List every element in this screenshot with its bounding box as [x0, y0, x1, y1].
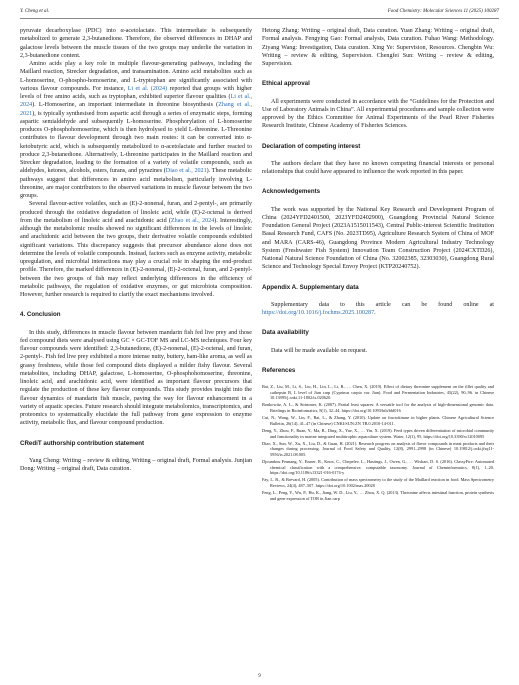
section-heading-conclusion: 4. Conclusion	[20, 311, 61, 319]
right-column	[262, 27, 494, 503]
paragraph-volatiles: Several flavour-active volatiles, such as (E)-2-nonenal, furan, and 2-pentyl-, are primarily produced through the oxidative degradation of linoleic acid, while (E)-2-octenal is derived from the metabolism of linoleic acid and arachidonic acid (Zhao et al., 2024). Interestingly, although the metabolomic results showed no significant differences in the levels of linoleic and arachidonic acid between the two groups, their derivative volatile compounds exhibited significant variations. This discrepancy suggests that precursor abundance alone does not determine the levels of volatile compounds. Instead, factors such as enzyme activity, metabolic upregulation, and microbial interactions may play a crucial role in shaping the end-product profile. Therefore, the marked differences in (E)-2-nonenal, (E)-2-octenal, furan, and 2-pentyl- between the two groups of fish may reflect underlying differences in the efficiency of metabolic pathways, the regulation of oxidative enzymes, or gut microbiota composition. However, further research is required to clarify the exact mechanisms involved.	[20, 201, 252, 298]
section-heading-acknowledgements: Acknowledgements	[262, 188, 321, 196]
section-heading-appendix: Appendix A. Supplementary data	[262, 283, 359, 291]
paragraph-competing: The authors declare that they have no known competing financial interests or personal relationships that could have appeared to influence the work reported in this paper.	[262, 160, 494, 175]
paragraph: pyruvate decarboxylase (PDC) into α-acetolactate. This intermediate is subsequently metabolized to generate 2,3-butanedione. Therefore, the observed differences in DHAP and galactose levels between the muscle tissues of the two groups may underlie the variation in 2,3-butanedione content.	[20, 28, 252, 59]
section-heading-credit: CRediT authorship contribution statement	[20, 439, 145, 447]
citation-link[interactable]: Zhao et al., 2024	[170, 217, 215, 224]
paragraph-ethical: All experiments were conducted in accordance with the “Guidelines for the Protection and Use of Laboratory Animals in China”. All experimental procedures and sample collection were approved by the Ethics Committee for Animal Experiments of the Pearl River Fisheries Research Institute, Chinese Academy of Fisheries Sciences.	[262, 98, 494, 130]
supplementary-doi-link[interactable]: https://doi.org/10.1016/j.fochms.2025.100287	[262, 310, 375, 316]
section-heading-data-availability: Data availability	[262, 329, 309, 337]
reference-item: Fay, L. B., & Brevard, H. (2005). Contribution of mass spectrometry to the study of the Maillard reaction in food. Mass Spectrometry Reviews, 24(4), 487–507. https://doi.org/10.1002/mas.20028	[262, 477, 494, 489]
citation-link[interactable]: Li et al., 2024	[20, 94, 253, 109]
header-journal: Food Chemistry: Molecular Sciences 11 (2025) 100287	[387, 9, 499, 14]
reference-item: Diao, X., Sun, W., Xu, X., Liu, D., & Guan, H. (2021). Research progress on analysis of flavor compounds in meat products and their changes during processing. Journal of Food Safety and Quality, 12(8), 2991–2998 (in Chinese) 10.19812/j.cnki.jfsq11-5956/ts.2021.08.005.	[262, 440, 494, 457]
section-heading-competing: Declaration of competing interest	[262, 142, 361, 150]
paragraph-credit-continued: Hetong Zhang: Writing – original draft, Data curation. Yuan Zhang: Writing – original draft, Formal analysis. Fengying Gao: Formal analysis, Data curation. Fuhao Wang: Methodology. Ziyang Wang: Investigation, Data curation. Xing Ye: Supervision, Resources. Chengbin Wu: Writing – review & editing, Supervision. Chengfei Sun: Writing – review & editing, Supervision.	[262, 28, 494, 67]
running-header	[20, 6, 499, 19]
header-authors: Y. Cheng et al.	[20, 9, 50, 14]
reference-item: Bai, Z., Liu, M., Li, S., Liu, H., Lin, L., Li, R., … Chen, X. (2019). Effect of dietary threonine supplement on the fillet quality and cathepsin B, L level of Jian carp (Cyprinus carpio var. Jian). Food and Fermentation Industries, 45(22), 90–96. in Chinese 10.13995/j.cnki.11-1802/ts.020620.	[262, 384, 494, 401]
paragraph-data-availability: Data will be made available on request.	[271, 347, 368, 354]
left-column	[20, 27, 252, 473]
paragraph-appendix: Supplementary data to this article can be found online at https://doi.org/10.1016/j.fochms.2025.100287.	[262, 301, 494, 316]
citation-link[interactable]: Diao et al., 2021	[165, 168, 207, 175]
reference-item: Bonkowitz, A. L., & Strimmer, K. (2007). Partial least squares: A versatile tool for the analysis of high-dimensional genomic data. Briefings in Bioinformatics, 8(1), 32–44. https://doi.org/10.1093/bib/bbl016	[262, 402, 494, 413]
citation-link[interactable]: Zhang et al., 2021	[20, 102, 252, 117]
reference-item: Djoumbou Feunang, Y., Eisner, R., Knox, C., Chepelev, L., Hastings, J., Owen, G., … Wishart, D. S. (2016). ClassyFire: Automated chemical classification with a comprehensive, computable taxonomy. Journal of Cheminformatics, 8(1), 1–20. https://doi.org/10.1186/s13321-016-0174-y	[262, 459, 494, 476]
paragraph-acknowledgements: The work was supported by the National Key Research and Development Program of China (2024YFD2401500, 2023YFD2402900), Guangdong Provincial Natural Science Foundation General Project (2023A1515011543), Central Public-interest Scientific Institution Basal Research Fund, CAFS (No. 2023TD95), Agriculture Research System of China of MOF and MARA (CARS-46), Guangdong Province Modern Agricultural Industry Technology System (Freshwater Fish System) Innovation Team Construction Project (2024CXTD26), National Natural Science Foundation of China (No. 32002385, 32303030), Guangdong Rural Science and Technology Special Envoy Project (KTP20240752).	[262, 206, 494, 271]
paragraph-conclusion: In this study, differences in muscle flavour between mandarin fish fed live prey and those fed compound diets were analysed using GC × GC-TOF MS and LC-MS techniques. Four key flavour compounds were identified: 2,3-butanedione, (E)-2-nonenal, (E)-2-octenal, and furan, 2-pentyl-. Fish fed live prey exhibited a more intense nutty, buttery, ham-like aroma, as well as grassy freshness, while those fed compound diets displayed a milder fishy flavour. Several metabolites, including DHAP, galactose, L-homoserine, O-phosphohomoserine, threonine, linoleic acid, and arachidonic acid, were identified as important flavour precursors that regulate the production of these key flavour compounds. This study provides insight into the flavour dynamics of mandarin fish muscle, paving the way for flavour enhancement in a variety of aquatic species. Future research should integrate metabolomics, transcriptomics, and proteomics to systematically elucidate the full pathway from gene expression to enzyme activity, metabolic flux, and flavour compound production.	[20, 329, 252, 427]
reference-item: Cui, N., Wang, W., Lin, F., Bai, L., & Zhang, Y. (2010). Update on fructokinase in higher plants. Chinese Agricultural Science Bulletin, 26(14), 41–47 (in Chinese) CNKI:SUN:ZN TB.0.2010-14-011.	[262, 415, 494, 426]
paragraph-credit: Yang Cheng: Writing – review & editing, Writing – original draft, Formal analysis. Junjian Dong: Writing – original draft, Data curation.	[20, 457, 252, 472]
reference-item: Deng, Y., Zhou, F., Ruan, Y., Ma, B., Ding, X., Yue, X., … Yin, X. (2019). Feed types driven differentiation of microbial community and functionality in marine integrated multitrophic aquaculture system. Water, 12(1), 95. https://doi.org/10.3390/w12010095	[262, 427, 494, 439]
reference-list	[262, 384, 494, 501]
reference-item: Feng, L., Peng, Y., Wu, P., Hu, K., Jiang, W. D., Liu, Y., … Zhou, X. Q. (2013). Threonine affects intestinal function, protein synthesis and gene expression of TOR in Jian carp	[262, 490, 494, 501]
section-heading-ethical: Ethical approval	[262, 80, 310, 88]
paragraph-amino-acids: Amino acids play a key role in multiple flavour-generating pathways, including the Maillard reaction, Strecker degradation, and transamination. Amino acid metabolites such as L-homoserine, O-phospho-homoserine, and L-tryptophan are significantly associated with various flavour compounds. For instance, Li et al. (2024) reported that groups with higher levels of free amino acids, such as tryptophan, exhibited superior flavour qualities (Li et al., 2024). L-Homoserine, an important intermediate in threonine biosynthesis (Zhang et al., 2021), is typically synthesised from aspartic acid through a series of enzymatic steps, forming aspartic semialdehyde and subsequently L-homoserine. Phosphorylation of L-homoserine produces O-phosphohomoserine, which is then hydrolysed to yield L-threonine. L-Threonine contributes to flavour development through two main routes: it can be converted into α-ketobutyric acid, which is subsequently metabolized to α-acetolactate and further reacted to produce 2,3-butanedione. Alternatively, L-threonine participates in the Maillard reaction and Strecker degradation, leading to the formation of a variety of volatile compounds, such as aldehydes, ketones, alcohols, esters, furans, and pyrazines (Diao et al., 2021). These metabolic pathways suggest that differences in amino acid metabolism, particularly involving L-threonine, are major contributors to the observed variations in muscle flavour between the two groups.	[20, 61, 253, 199]
citation-link[interactable]: Li et al. (2024)	[127, 85, 168, 92]
section-heading-references: References	[262, 366, 296, 374]
page-number: 9	[258, 674, 261, 679]
